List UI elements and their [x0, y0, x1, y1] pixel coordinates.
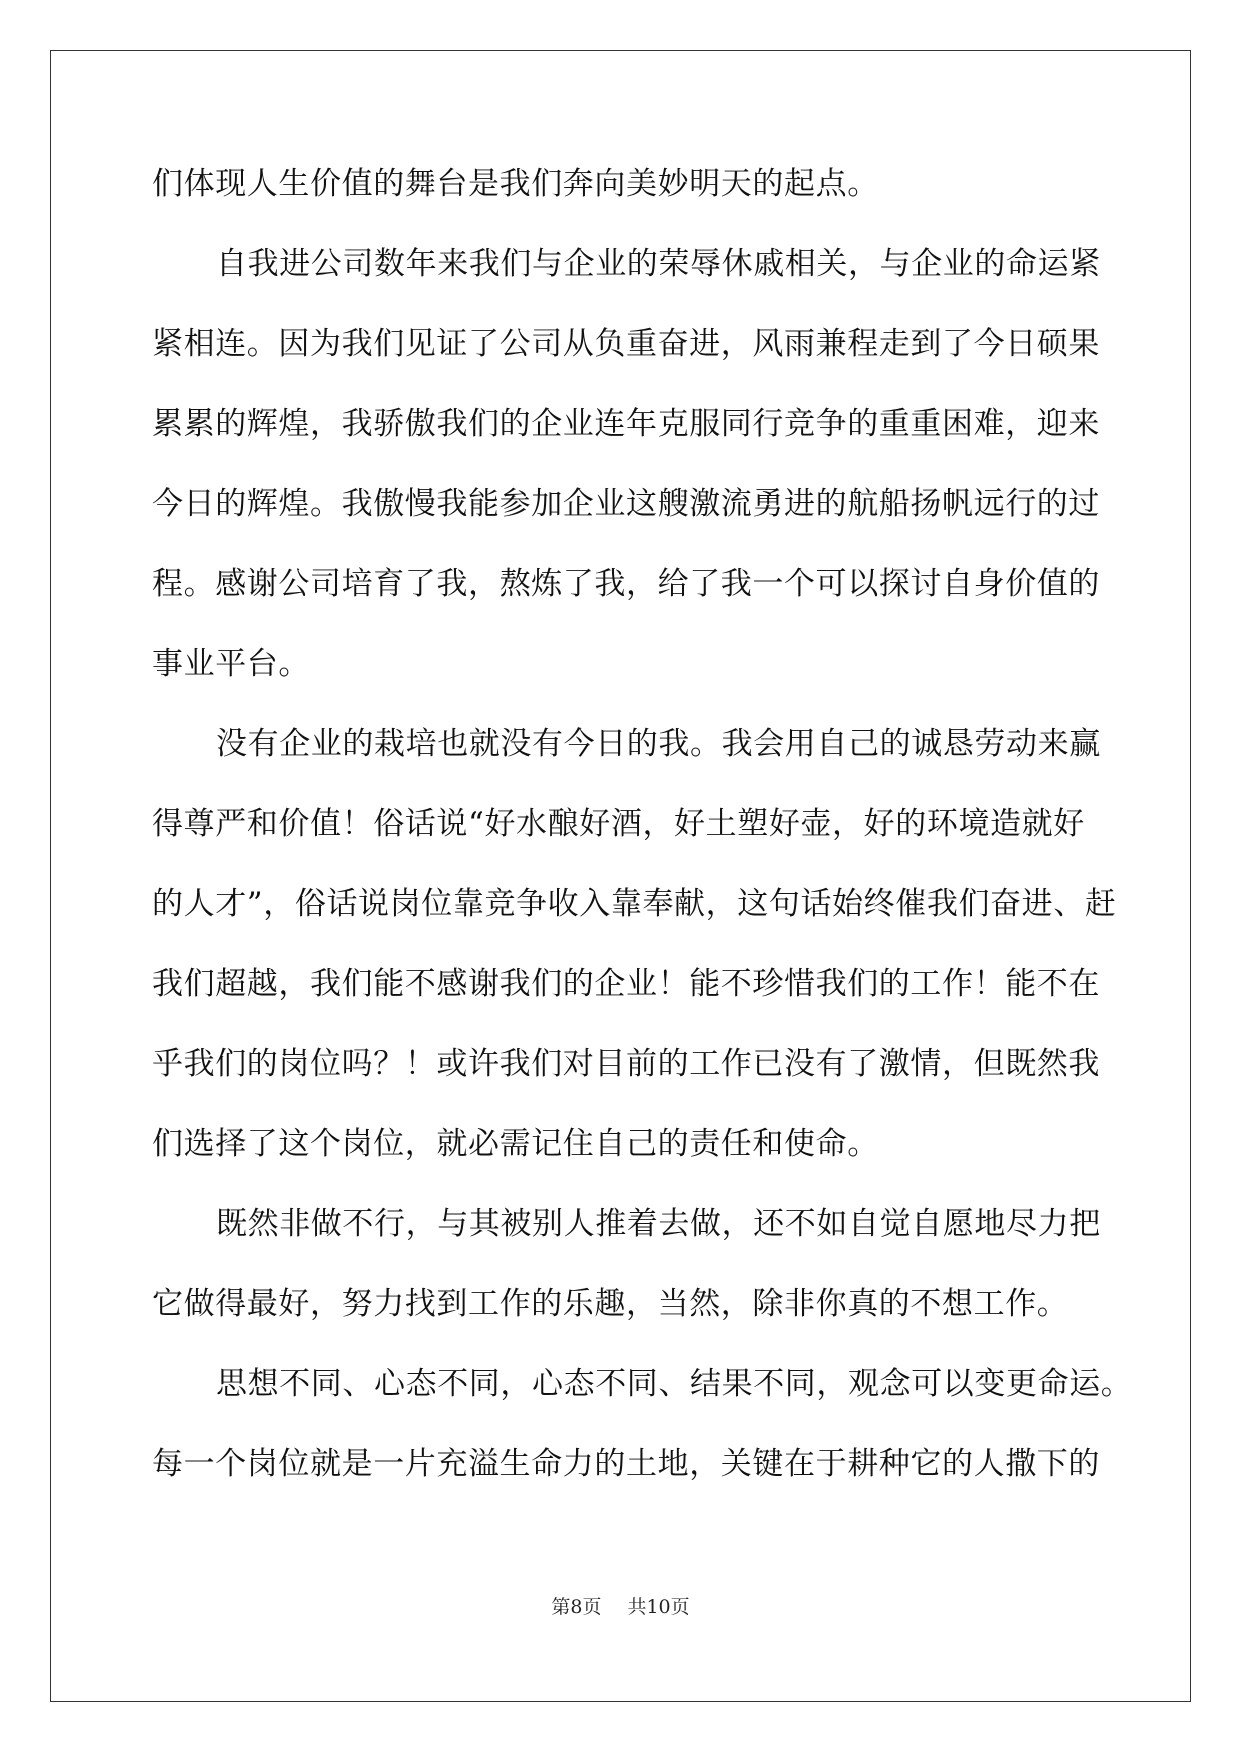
text-line: 每一个岗位就是一片充溢生命力的土地，关键在于耕种它的人撒下的	[152, 1446, 1100, 1482]
text-line: 们体现人生价值的舞台是我们奔向美妙明天的起点。	[152, 166, 879, 202]
text-line: 紧相连。因为我们见证了公司从负重奋进，风雨兼程走到了今日硕果	[152, 326, 1100, 362]
text-line: 们选择了这个岗位，就必需记住自己的责任和使命。	[152, 1126, 879, 1162]
text-line: 得尊严和价值！俗话说“好水酿好酒，好土塑好壶，好的环境造就好	[152, 806, 1085, 842]
page-number: 第8页	[551, 1596, 602, 1618]
text-line: 的人才”，俗话说岗位靠竞争收入靠奉献，这句话始终催我们奋进、赶	[152, 886, 1117, 922]
text-line: 没有企业的栽培也就没有今日的我。我会用自己的诚恳劳动来赢	[216, 726, 1101, 762]
page-total: 共10页	[627, 1596, 690, 1618]
text-line: 乎我们的岗位吗？！或许我们对目前的工作已没有了激情，但既然我	[152, 1046, 1100, 1082]
text-line: 程。感谢公司培育了我，熬炼了我，给了我一个可以探讨自身价值的	[152, 566, 1100, 602]
text-line: 事业平台。	[152, 646, 310, 682]
text-line: 今日的辉煌。我傲慢我能参加企业这艘激流勇进的航船扬帆远行的过	[152, 486, 1100, 522]
text-line: 累累的辉煌，我骄傲我们的企业连年克服同行竞争的重重困难，迎来	[152, 406, 1100, 442]
body-text	[152, 160, 1133, 1520]
page-footer	[0, 1592, 1241, 1619]
text-line: 自我进公司数年来我们与企业的荣辱休戚相关，与企业的命运紧	[216, 246, 1101, 282]
text-line: 既然非做不行，与其被别人推着去做，还不如自觉自愿地尽力把	[216, 1206, 1101, 1242]
text-line: 它做得最好，努力找到工作的乐趣，当然，除非你真的不想工作。	[152, 1286, 1069, 1322]
text-line: 我们超越，我们能不感谢我们的企业！能不珍惜我们的工作！能不在	[152, 966, 1100, 1002]
text-line: 思想不同、心态不同，心态不同、结果不同，观念可以变更命运。	[216, 1366, 1133, 1402]
